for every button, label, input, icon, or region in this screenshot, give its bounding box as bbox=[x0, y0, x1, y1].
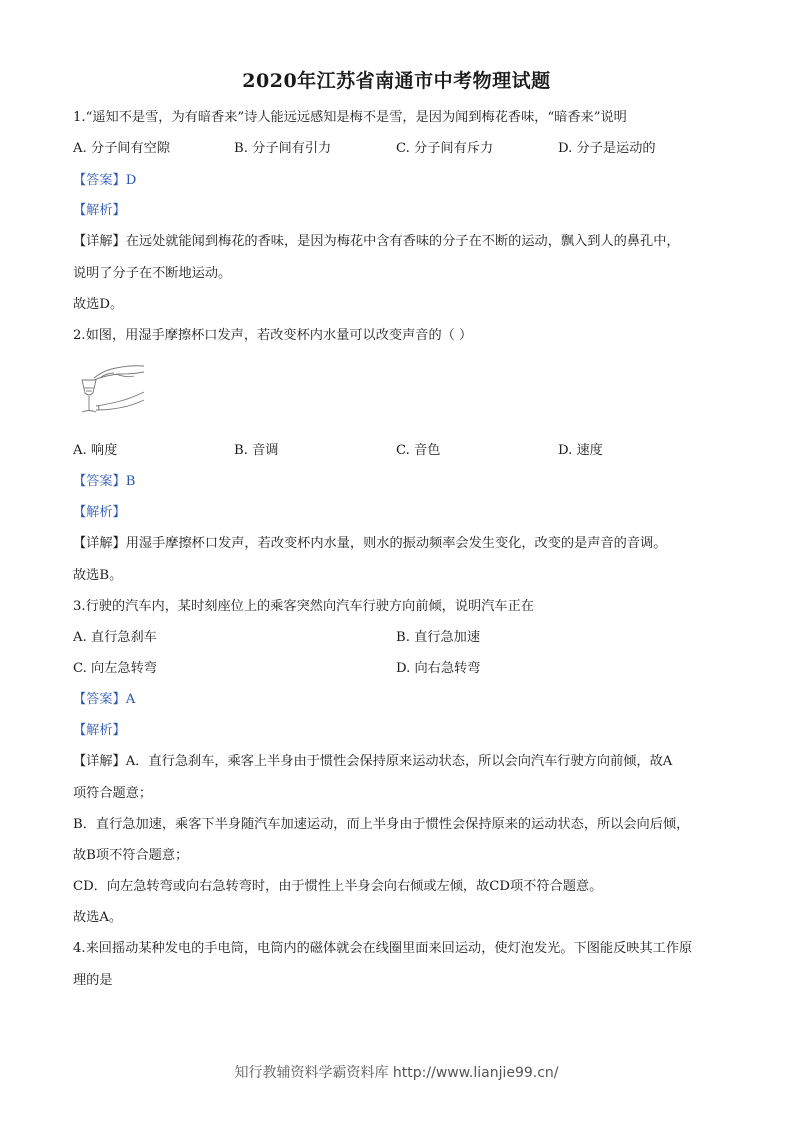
q2-conclusion: 故选B。 bbox=[73, 568, 123, 583]
q1-option-c: C. 分子间有斥力 bbox=[396, 141, 494, 156]
q3-option-c: C. 向左急转弯 bbox=[73, 661, 157, 676]
q3-detail-line-2: 项符合题意； bbox=[73, 786, 153, 801]
q1-detail-line-1: 【详解】在远处就能闻到梅花的香味，是因为梅花中含有香味的分子在不断的运动，飘入到人的鼻孔中， bbox=[73, 234, 680, 249]
q1-option-b: B. 分子间有引力 bbox=[234, 141, 332, 156]
hand-rubbing-glass-figure bbox=[76, 360, 146, 420]
q4-stem-line-2: 理的是 bbox=[73, 973, 113, 988]
q3-stem: 3.行驶的汽车内，某时刻座位上的乘客突然向汽车行驶方向前倾，说明汽车正在 bbox=[73, 599, 534, 614]
q2-analysis-label: 【解析】 bbox=[73, 505, 126, 520]
q2-option-c: C. 音色 bbox=[396, 443, 441, 458]
q2-option-b: B. 音调 bbox=[234, 443, 279, 458]
q1-conclusion: 故选D。 bbox=[73, 297, 124, 312]
q2-option-d: D. 速度 bbox=[558, 443, 603, 458]
q1-option-d: D. 分子是运动的 bbox=[558, 141, 656, 156]
q3-option-b: B. 直行急加速 bbox=[396, 630, 481, 645]
q3-detail-line-4: 故B项不符合题意； bbox=[73, 848, 189, 863]
q3-conclusion: 故选A。 bbox=[73, 910, 123, 925]
q1-detail-line-2: 说明了分子在不断地运动。 bbox=[73, 266, 232, 281]
q3-answer: 【答案】A bbox=[73, 692, 136, 707]
q2-option-a: A. 响度 bbox=[73, 443, 118, 458]
q3-detail-line-5: CD．向左急转弯或向右急转弯时，由于惯性上半身会向右倾或左倾，故CD项不符合题意。 bbox=[73, 879, 603, 894]
q3-analysis-label: 【解析】 bbox=[73, 723, 126, 738]
q1-analysis-label: 【解析】 bbox=[73, 203, 126, 218]
q1-stem: 1.“遥知不是雪，为有暗香来”诗人能远远感知是梅不是雪，是因为闻到梅花香味，“暗香来”说明 bbox=[73, 110, 627, 125]
page-title: 2020年江苏省南通市中考物理试题 bbox=[242, 70, 551, 92]
footer-watermark-link[interactable]: 知行教辅资料学霸资料库 http://www.lianjie99.cn/ bbox=[234, 1065, 559, 1081]
q2-answer: 【答案】B bbox=[73, 474, 136, 489]
q1-option-a: A. 分子间有空隙 bbox=[73, 141, 171, 156]
q4-stem-line-1: 4.来回摇动某种发电的手电筒，电筒内的磁体就会在线圈里面来回运动，使灯泡发光。下图能反映其工作原 bbox=[73, 941, 693, 956]
q3-detail-line-1: 【详解】A．直行急刹车，乘客上半身由于惯性会保持原来运动状态，所以会向汽车行驶方向前倾，故A bbox=[73, 754, 673, 769]
q2-stem: 2.如图，用湿手摩擦杯口发声，若改变杯内水量可以改变声音的（ ） bbox=[73, 328, 473, 343]
q3-detail-line-3: B．直行急加速，乘客下半身随汽车加速运动，而上半身由于惯性会保持原来的运动状态，所以会向后倾， bbox=[73, 817, 690, 832]
q3-option-d: D. 向右急转弯 bbox=[396, 661, 481, 676]
q3-option-a: A. 直行急刹车 bbox=[73, 630, 157, 645]
q1-answer: 【答案】D bbox=[73, 173, 137, 188]
q2-detail-line-1: 【详解】用湿手摩擦杯口发声，若改变杯内水量，则水的振动频率会发生变化，改变的是声音的音调。 bbox=[73, 536, 667, 551]
